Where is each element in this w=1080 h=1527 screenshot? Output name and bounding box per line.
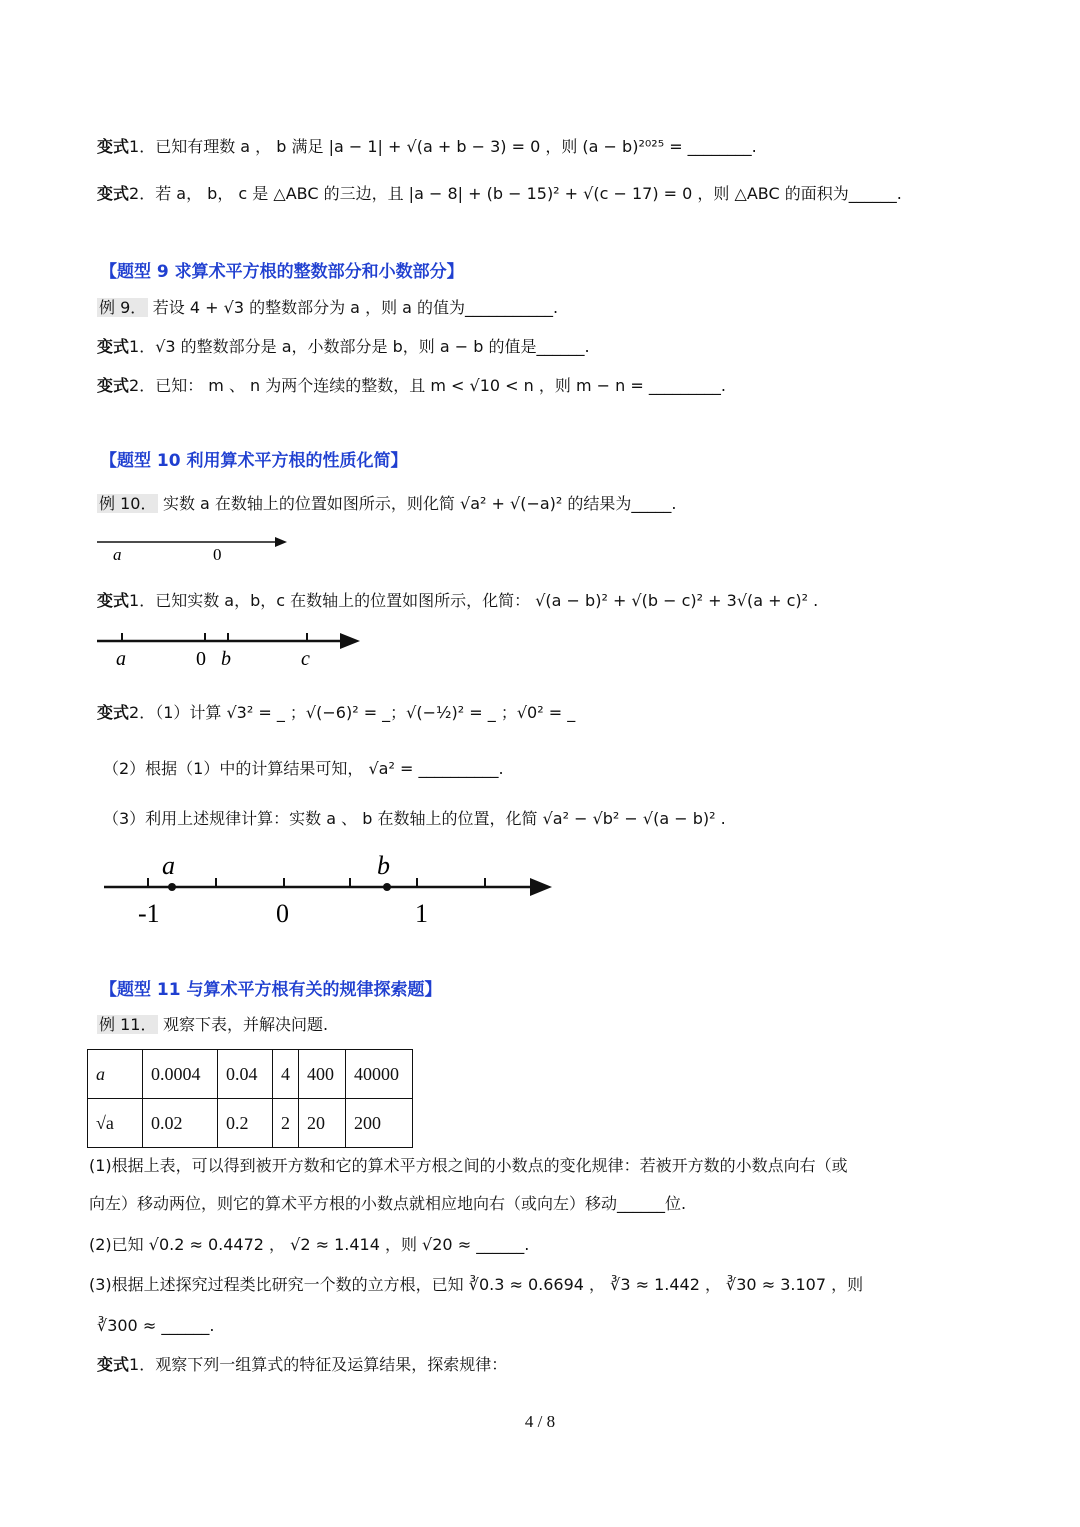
number-line-example-10: [95, 530, 295, 565]
example-9: [97, 295, 558, 320]
point-label-a: a: [162, 852, 175, 880]
table-cell: √a: [88, 1099, 143, 1148]
variant-label: 变式: [97, 337, 130, 356]
t10-variant-2-part-1: [97, 700, 575, 725]
table-cell: 400: [299, 1050, 346, 1099]
prev-variant-1: [97, 134, 757, 159]
table-cell: 2: [273, 1099, 299, 1148]
question-text: (1)根据上表，可以得到被开方数和它的算术平方根之间的小数点的变化规律：若被开方数的小数点向右（或: [89, 1156, 848, 1175]
t11-variant-1: [97, 1352, 507, 1377]
variant-number: 1．: [129, 1355, 156, 1374]
table-row: [88, 1099, 413, 1148]
t11-question-3a: [89, 1272, 863, 1297]
variant-text: 观察下列一组算式的特征及运算结果，探索规律：: [155, 1355, 508, 1374]
t9-variant-2: [97, 373, 726, 398]
axis-label-a: a: [113, 545, 122, 564]
t10-variant-2-part-2: [103, 756, 504, 781]
question-text: (2)已知 √0.2 ≈ 0.4472 ， √2 ≈ 1.414 ，则 √20 ≈ ______.: [89, 1235, 530, 1254]
question-text: ∛300 ≈ ______.: [97, 1316, 215, 1335]
variant-text: （1）计算 √3² = _ ；√(−6)² = _；√(−½)² = _ ；√0² = _: [155, 703, 576, 722]
variant-label: 变式: [97, 184, 130, 203]
section-heading-11: 【题型 11 与算术平方根有关的规律探索题】: [100, 980, 442, 1000]
example-label: 例 11．: [99, 1015, 157, 1034]
variant-number: 2．: [129, 376, 156, 395]
t10-variant-2-part-3: [103, 806, 726, 831]
variant-text: 已知： m 、 n 为两个连续的整数，且 m < √10 < n ，则 m − n = _________.: [155, 376, 726, 395]
example-10: [97, 491, 677, 516]
variant-text: 已知实数 a，b，c 在数轴上的位置如图所示，化简： √(a − b)² + √(b − c)² + 3√(a + c)² .: [155, 591, 819, 610]
example-11: [97, 1012, 328, 1037]
variant-number: 2．: [129, 703, 156, 722]
t11-question-1b: [89, 1191, 686, 1216]
t10-variant-1: [97, 588, 818, 613]
variant-number: 1．: [129, 137, 156, 156]
table-cell: a: [88, 1050, 143, 1099]
table-cell: 200: [346, 1099, 413, 1148]
table-cell: 0.0004: [143, 1050, 218, 1099]
variant-label: 变式: [97, 376, 130, 395]
question-text: (3)根据上述探究过程类比研究一个数的立方根，已知 ∛0.3 ≈ 0.6694 ， ∛3 ≈ 1.442 ， ∛30 ≈ 3.107 ，则: [89, 1275, 864, 1294]
table-cell: 40000: [346, 1050, 413, 1099]
example-label: 例 9．: [99, 298, 147, 317]
t9-variant-1: [97, 334, 590, 359]
tick-label-minus-1: -1: [138, 899, 160, 928]
variant-label: 变式: [97, 1355, 130, 1374]
t11-question-1a: [89, 1153, 848, 1178]
section-heading-10: 【题型 10 利用算术平方根的性质化简】: [100, 451, 408, 471]
variant-number: 1．: [129, 591, 156, 610]
prev-variant-2: [97, 181, 902, 206]
example-text: 实数 a 在数轴上的位置如图所示，则化简 √a² + √(−a)² 的结果为_____.: [162, 494, 677, 513]
variant-text: 若 a， b， c 是 △ABC 的三边，且 |a − 8| + (b − 15)² + √(c − 17) = 0 ，则 △ABC 的面积为______.: [155, 184, 902, 203]
table-cell: 0.02: [143, 1099, 218, 1148]
variant-text: 已知有理数 a ， b 满足 |a − 1| + √(a + b − 3) = 0 ，则 (a − b)²⁰²⁵ = ________.: [155, 137, 757, 156]
number-line-variant-2: [100, 852, 560, 930]
table-cell: 0.04: [218, 1050, 273, 1099]
variant-label: 变式: [97, 591, 130, 610]
variant-label: 变式: [97, 703, 130, 722]
axis-label-b: b: [221, 648, 231, 670]
variant-number: 1．: [129, 337, 156, 356]
example-text: 观察下表，并解决问题.: [162, 1015, 329, 1034]
variant-number: 2．: [129, 184, 156, 203]
page-number: 4 / 8: [524, 1412, 556, 1431]
axis-label-c: c: [301, 648, 310, 670]
number-line-variant-1: [95, 625, 370, 670]
section-heading-9: 【题型 9 求算术平方根的整数部分和小数部分】: [100, 262, 464, 282]
table-cell: 20: [299, 1099, 346, 1148]
variant-text: √3 的整数部分是 a，小数部分是 b，则 a − b 的值是______.: [155, 337, 590, 356]
t11-question-2: [89, 1232, 529, 1257]
sqrt-table: [87, 1049, 413, 1148]
example-text: 若设 4 + √3 的整数部分为 a ，则 a 的值为___________.: [152, 298, 559, 317]
t11-question-3b: [97, 1313, 214, 1338]
point-label-b: b: [377, 852, 390, 880]
table-cell: 4: [273, 1050, 299, 1099]
axis-label-a: a: [116, 648, 126, 670]
example-label: 例 10．: [99, 494, 157, 513]
table-row: [88, 1050, 413, 1099]
question-text: 向左）移动两位，则它的算术平方根的小数点就相应地向右（或向左）移动______位.: [89, 1194, 687, 1213]
table-cell: 0.2: [218, 1099, 273, 1148]
axis-label-zero: 0: [213, 545, 222, 564]
variant-text: （2）根据（1）中的计算结果可知， √a² = __________.: [103, 759, 504, 778]
variant-text: （3）利用上述规律计算：实数 a 、 b 在数轴上的位置，化简 √a² − √b² − √(a − b)² .: [103, 809, 726, 828]
axis-label-zero: 0: [196, 648, 206, 670]
variant-label: 变式: [97, 137, 130, 156]
tick-label-1: 1: [415, 899, 428, 928]
tick-label-0: 0: [276, 899, 289, 928]
